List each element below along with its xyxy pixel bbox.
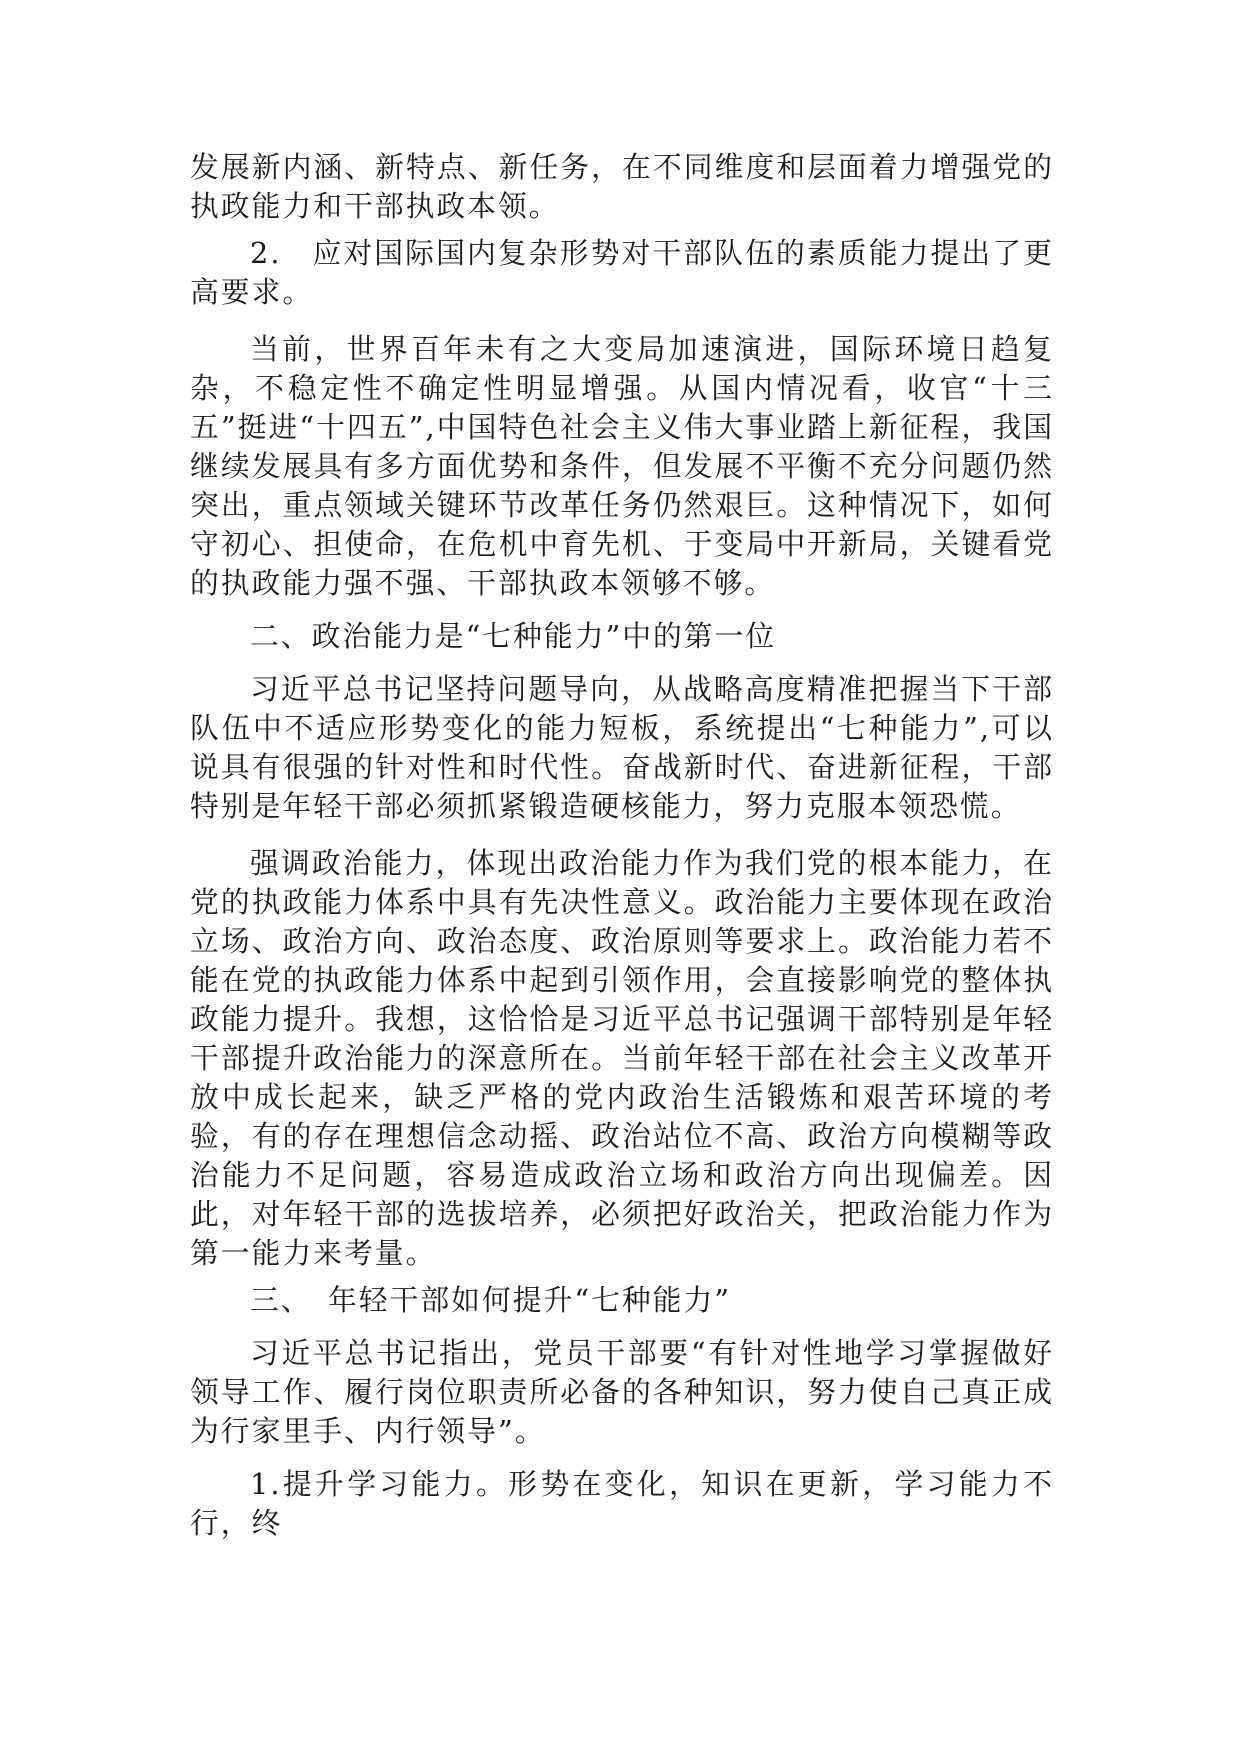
paragraph-current-situation: 当前，世界百年未有之大变局加速演进，国际环境日趋复杂，不稳定性不确定性明显增强。从国内情况看，收官“十三五”挺进“十四五”,中国特色社会主义伟大事业踏上新征程，我国继续发展具有多方面优势和条件，但发展不平衡不充分问题仍然突出，重点领域关键环节改革任务仍然艰巨。这种情况下，如何守初心、担使命，在危机中育先机、于变局中开新局，关键看党的执政能力强不强、干部执政本领够不够。: [190, 332, 1054, 600]
paragraph-learning-ability: 1.提升学习能力。形势在变化，知识在更新，学习能力不行，终: [190, 1467, 1054, 1540]
document-body: [190, 148, 1054, 1543]
section-heading-3: 三、 年轻干部如何提升“七种能力”: [250, 1283, 731, 1317]
paragraph-quote: 习近平总书记指出，党员干部要“有针对性地学习掌握做好领导工作、履行岗位职责所必备的各种知识，努力使自己真正成为行家里手、内行领导”。: [190, 1336, 1054, 1448]
section-heading-2: 二、政治能力是“七种能力”中的第一位: [250, 619, 777, 653]
paragraph-political-ability: 强调政治能力，体现出政治能力作为我们党的根本能力，在党的执政能力体系中具有先决性意义。政治能力主要体现在政治立场、政治方向、政治态度、政治原则等要求上。政治能力若不能在党的执政能力体系中起到引领作用，会直接影响党的整体执政能力提升。我想，这恰恰是习近平总书记强调干部特别是年轻干部提升政治能力的深意所在。当前年轻干部在社会主义改革开放中成长起来，缺乏严格的党内政治生活锻炼和艰苦环境的考验，有的存在理想信念动摇、政治站位不高、政治方向模糊等政治能力不足问题，容易造成政治立场和政治方向出现偏差。因此，对年轻干部的选拔培养，必须把好政治关，把政治能力作为第一能力来考量。: [190, 846, 1054, 1270]
paragraph-continuation: 发展新内涵、新特点、新任务，在不同维度和层面着力增强党的执政能力和干部执政本领。: [190, 150, 1054, 223]
subheading-2: 2. 应对国际国内复杂形势对干部队伍的素质能力提出了更高要求。: [190, 236, 1054, 309]
paragraph-seven-abilities: 习近平总书记坚持问题导向，从战略高度精准把握当下干部队伍中不适应形势变化的能力短板，系统提出“七种能力”,可以说具有很强的针对性和时代性。奋战新时代、奋进新征程，干部特别是年轻干部必须抓紧锻造硬核能力，努力克服本领恐慌。: [190, 672, 1054, 823]
